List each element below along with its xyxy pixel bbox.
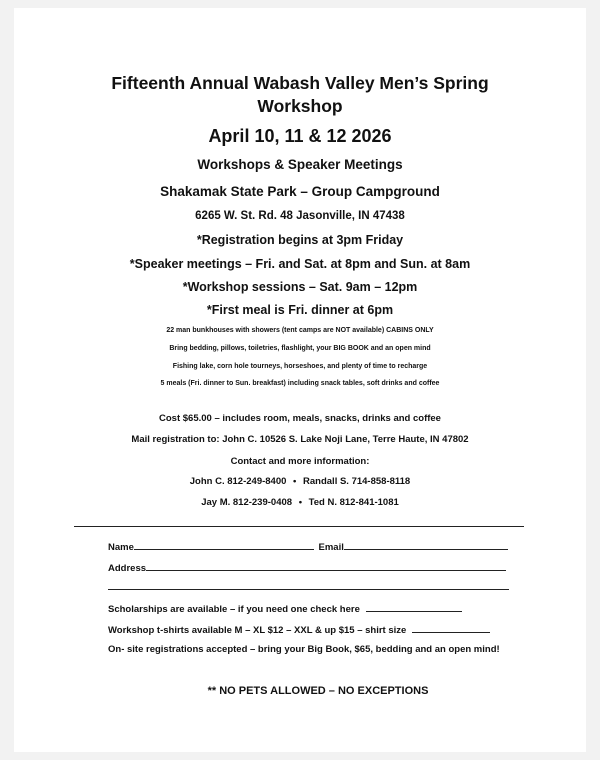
address-blank-line-2[interactable]	[108, 580, 509, 590]
address-blank-line[interactable]	[146, 561, 506, 571]
scholarship-text: Scholarships are available – if you need one check here	[108, 604, 360, 615]
address-label: Address	[108, 563, 147, 574]
onsite-text: On- site registrations accepted – bring your Big Book, $65, bedding and an open mind!	[108, 644, 500, 655]
detail-item: 22 man bunkhouses with showers (tent camps are NOT available) CABINS ONLY	[166, 327, 434, 334]
contacts-row	[0, 497, 600, 508]
name-blank-line[interactable]	[134, 540, 314, 550]
schedule-item: *Workshop sessions – Sat. 9am – 12pm	[182, 280, 418, 294]
form-address-row	[108, 561, 506, 574]
contact-entry: Randall S. 714-858-8118	[303, 476, 411, 487]
title-line-2: Workshop	[257, 96, 343, 116]
form-address-row-2	[108, 580, 509, 593]
contact-entry: John C. 812-249-8400	[189, 476, 287, 487]
event-dates: April 10, 11 & 12 2026	[208, 126, 392, 146]
contact-entry: Ted N. 812-841-1081	[308, 497, 399, 508]
contact-entry: Jay M. 812-239-0408	[201, 497, 293, 508]
name-label: Name	[108, 542, 134, 553]
shirt-size-line[interactable]	[412, 623, 490, 633]
event-venue: Shakamak State Park – Group Campground	[160, 184, 440, 199]
mail-line: Mail registration to: John C. 10526 S. Lake Noji Lane, Terre Haute, IN 47802	[131, 434, 469, 445]
detail-item: 5 meals (Fri. dinner to Sun. breakfast) including snack tables, soft drinks and coffee	[160, 380, 440, 387]
schedule-item: *Speaker meetings – Fri. and Sat. at 8pm and Sun. at 8am	[129, 257, 471, 271]
onsite-row	[108, 644, 500, 655]
cost-line: Cost $65.00 – includes room, meals, snacks, drinks and coffee	[159, 413, 441, 424]
detail-item: Fishing lake, corn hole tourneys, horseshoes, and plenty of time to recharge	[172, 363, 428, 370]
schedule-item: *First meal is Fri. dinner at 6pm	[206, 303, 394, 317]
contact-heading: Contact and more information:	[230, 456, 370, 467]
tshirt-row	[108, 623, 490, 636]
title-line-1: Fifteenth Annual Wabash Valley Men’s Spring	[111, 73, 489, 93]
detail-item: Bring bedding, pillows, toiletries, flashlight, your BIG BOOK and an open mind	[169, 345, 431, 352]
contacts-row	[0, 476, 600, 487]
event-subtitle: Workshops & Speaker Meetings	[197, 157, 403, 172]
scholarship-row	[108, 602, 462, 615]
venue-address: 6265 W. St. Rd. 48 Jasonville, IN 47438	[195, 210, 405, 222]
bullet-separator: •	[298, 497, 303, 508]
scholarship-check-line[interactable]	[366, 602, 462, 612]
email-blank-line[interactable]	[344, 540, 508, 550]
no-pets-notice: ** NO PETS ALLOWED – NO EXCEPTIONS	[207, 685, 429, 697]
tshirt-text: Workshop t-shirts available M – XL $12 – XXL & up $15 – shirt size	[108, 625, 407, 636]
email-label: Email	[318, 542, 344, 553]
tear-off-divider	[74, 526, 524, 527]
schedule-item: *Registration begins at 3pm Friday	[196, 233, 404, 247]
form-name-email-row	[108, 540, 508, 553]
bullet-separator: •	[293, 476, 297, 487]
